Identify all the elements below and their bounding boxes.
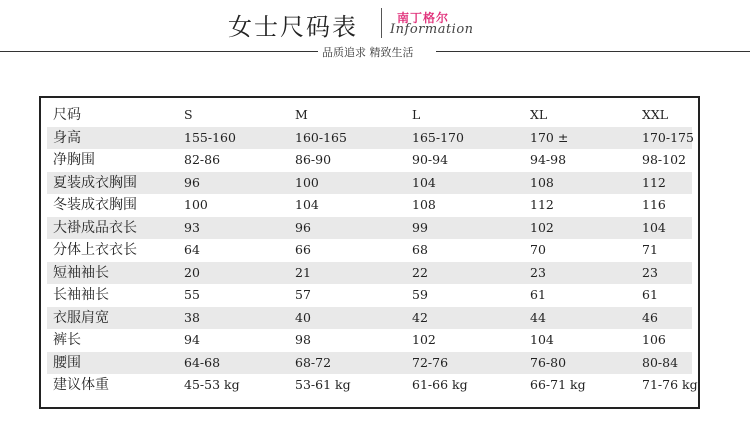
row-label: 夏装成衣胸围: [53, 174, 137, 191]
size-value: 76-80: [530, 354, 567, 370]
row-label: 分体上衣衣长: [53, 242, 137, 258]
size-value: 116: [642, 197, 666, 212]
size-value: 170 ±: [530, 129, 569, 145]
table-row: [47, 284, 692, 307]
size-value: 102: [412, 332, 436, 347]
size-value: 38: [184, 309, 200, 325]
left-divider-line: [0, 51, 318, 52]
size-value: 102: [530, 219, 554, 235]
table-row: [47, 329, 692, 352]
size-value: 98-102: [642, 152, 686, 167]
size-value: 70: [530, 242, 546, 257]
size-value: 98: [295, 332, 311, 347]
size-value: 46: [642, 309, 658, 325]
row-label: 身高: [53, 129, 81, 146]
size-value: 112: [642, 174, 666, 190]
size-value: 104: [642, 219, 666, 235]
size-value: 20: [184, 264, 200, 280]
page-title: 女士尺码表: [228, 13, 358, 41]
size-value: 96: [184, 174, 200, 190]
brand-logo-text: 南丁格尔: [397, 11, 450, 25]
size-value: 21: [295, 264, 311, 280]
size-value: 90-94: [412, 152, 449, 167]
table-row: [47, 307, 692, 330]
size-value: 42: [412, 309, 428, 325]
size-value: M: [295, 107, 308, 122]
table-row: [47, 374, 698, 397]
size-value: 71-76 kg: [642, 377, 698, 392]
size-value: 112: [530, 197, 554, 212]
row-label: 尺码: [53, 107, 81, 123]
size-value: 61: [530, 287, 546, 302]
size-value: 71: [642, 242, 658, 257]
row-label: 冬装成衣胸围: [53, 197, 137, 213]
size-value: 23: [642, 264, 658, 280]
row-label: 裤长: [53, 332, 81, 348]
row-label: 长袖袖长: [53, 287, 109, 303]
row-label: 衣服肩宽: [53, 309, 109, 326]
size-value: 40: [295, 309, 311, 325]
size-value: 72-76: [412, 354, 449, 370]
table-row: [47, 217, 692, 240]
size-value: 155-160: [184, 129, 236, 145]
table-row: [47, 352, 692, 375]
size-value: 53-61 kg: [295, 377, 351, 392]
size-value: 45-53 kg: [184, 377, 240, 392]
size-value: 66: [295, 242, 311, 257]
size-value: 22: [412, 264, 428, 280]
size-value: 82-86: [184, 152, 221, 167]
information-subtitle: Information: [390, 22, 474, 37]
size-value: 68-72: [295, 354, 332, 370]
size-chart-table: [39, 96, 700, 409]
table-row: [47, 172, 692, 195]
size-value: 100: [184, 197, 208, 212]
size-value: 61: [642, 287, 658, 302]
row-label: 建议体重: [53, 377, 109, 393]
size-value: 44: [530, 309, 546, 325]
size-value: 170-175: [642, 129, 694, 145]
size-value: 104: [295, 197, 319, 212]
table-header-row: [47, 104, 692, 127]
size-value: 57: [295, 287, 311, 302]
right-divider-line: [436, 51, 750, 52]
table-row: [47, 194, 692, 217]
size-value: XL: [530, 107, 548, 122]
size-value: 94: [184, 332, 200, 347]
size-value: 100: [295, 174, 319, 190]
size-value: 68: [412, 242, 428, 257]
size-value: 86-90: [295, 152, 332, 167]
size-value: 94-98: [530, 152, 567, 167]
size-value: 104: [412, 174, 436, 190]
row-label: 短袖袖长: [53, 264, 109, 281]
slogan: 品质追求 精致生活: [322, 46, 414, 59]
size-value: 64-68: [184, 354, 221, 370]
size-value: 55: [184, 287, 200, 302]
size-value: 108: [530, 174, 554, 190]
table-row: [47, 239, 692, 262]
size-value: 108: [412, 197, 436, 212]
size-value: 64: [184, 242, 200, 257]
size-value: XXL: [642, 107, 669, 122]
size-value: 165-170: [412, 129, 464, 145]
table-row: [47, 149, 692, 172]
size-value: 23: [530, 264, 546, 280]
row-label: 净胸围: [53, 152, 95, 168]
row-label: 腰围: [53, 354, 81, 371]
table-row: [47, 127, 692, 150]
size-value: 66-71 kg: [530, 377, 586, 392]
size-value: 93: [184, 219, 200, 235]
size-value: 106: [642, 332, 666, 347]
size-value: 160-165: [295, 129, 347, 145]
table-row: [47, 262, 692, 285]
title-divider: [381, 8, 382, 38]
row-label: 大褂成品衣长: [53, 219, 137, 236]
size-value: 80-84: [642, 354, 679, 370]
size-value: L: [412, 107, 421, 122]
size-value: 59: [412, 287, 428, 302]
size-value: 104: [530, 332, 554, 347]
size-value: 99: [412, 219, 428, 235]
size-value: 96: [295, 219, 311, 235]
size-value: S: [184, 107, 193, 122]
size-value: 61-66 kg: [412, 377, 468, 392]
